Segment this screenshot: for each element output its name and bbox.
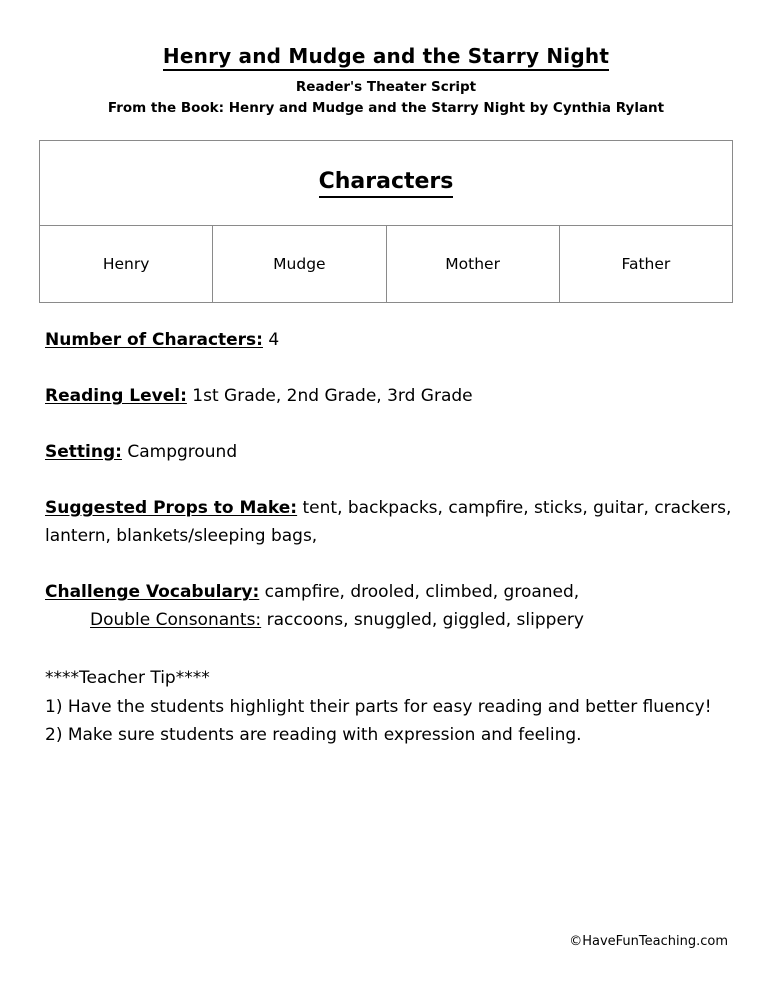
table-row-names bbox=[40, 226, 733, 303]
teacher-tip-item-2: 2) Make sure students are reading with expression and feeling. bbox=[45, 725, 582, 745]
footer-credit: ©HaveFunTeaching.com bbox=[569, 934, 728, 949]
suggested-props-value: tent, backpacks, campfire, sticks, guitar, crackers, lantern, blankets/sleeping bags, bbox=[45, 498, 732, 546]
reading-level-label: Reading Level: bbox=[45, 386, 187, 406]
teacher-tip-heading: ****Teacher Tip**** bbox=[45, 668, 210, 688]
double-consonants-label: Double Consonants: bbox=[90, 610, 262, 630]
number-of-characters-value: 4 bbox=[262, 330, 280, 350]
table-row-heading bbox=[40, 141, 733, 226]
characters-heading-cell bbox=[40, 141, 733, 226]
teacher-tip-item-1: 1) Have the students highlight their parts for easy reading and better fluency! bbox=[45, 696, 712, 717]
detail-reading-level bbox=[45, 382, 735, 410]
double-consonants-value: raccoons, snuggled, giggled, slippery bbox=[261, 610, 584, 630]
document-header bbox=[0, 44, 772, 118]
page-title: Henry and Mudge and the Starry Night bbox=[163, 44, 609, 71]
character-cell-father: Father bbox=[559, 226, 732, 303]
characters-table bbox=[39, 140, 733, 303]
document-subtitle: Reader's Theater Script bbox=[295, 79, 477, 95]
detail-number-of-characters bbox=[45, 326, 735, 354]
characters-heading-label: Characters bbox=[319, 169, 454, 198]
detail-setting bbox=[45, 438, 735, 466]
setting-value: Campground bbox=[121, 442, 238, 462]
challenge-vocabulary-label: Challenge Vocabulary: bbox=[45, 582, 260, 602]
suggested-props-label: Suggested Props to Make: bbox=[45, 498, 298, 518]
title-wrapper bbox=[0, 44, 772, 71]
character-cell-henry: Henry bbox=[40, 226, 213, 303]
detail-challenge-vocabulary bbox=[45, 578, 735, 634]
character-cell-mudge: Mudge bbox=[213, 226, 386, 303]
challenge-vocabulary-value: campfire, drooled, climbed, groaned, bbox=[259, 582, 580, 602]
number-of-characters-label: Number of Characters: bbox=[45, 330, 263, 350]
teacher-tip-block bbox=[45, 664, 723, 750]
challenge-vocabulary-line bbox=[45, 578, 735, 606]
detail-suggested-props bbox=[45, 494, 735, 550]
character-cell-mother: Mother bbox=[386, 226, 559, 303]
double-consonants-line bbox=[45, 606, 735, 634]
reading-level-value: 1st Grade, 2nd Grade, 3rd Grade bbox=[186, 386, 473, 406]
setting-label: Setting: bbox=[45, 442, 122, 462]
document-source-line: From the Book: Henry and Mudge and the Starry Night by Cynthia Rylant bbox=[107, 100, 665, 116]
script-details bbox=[45, 326, 735, 634]
